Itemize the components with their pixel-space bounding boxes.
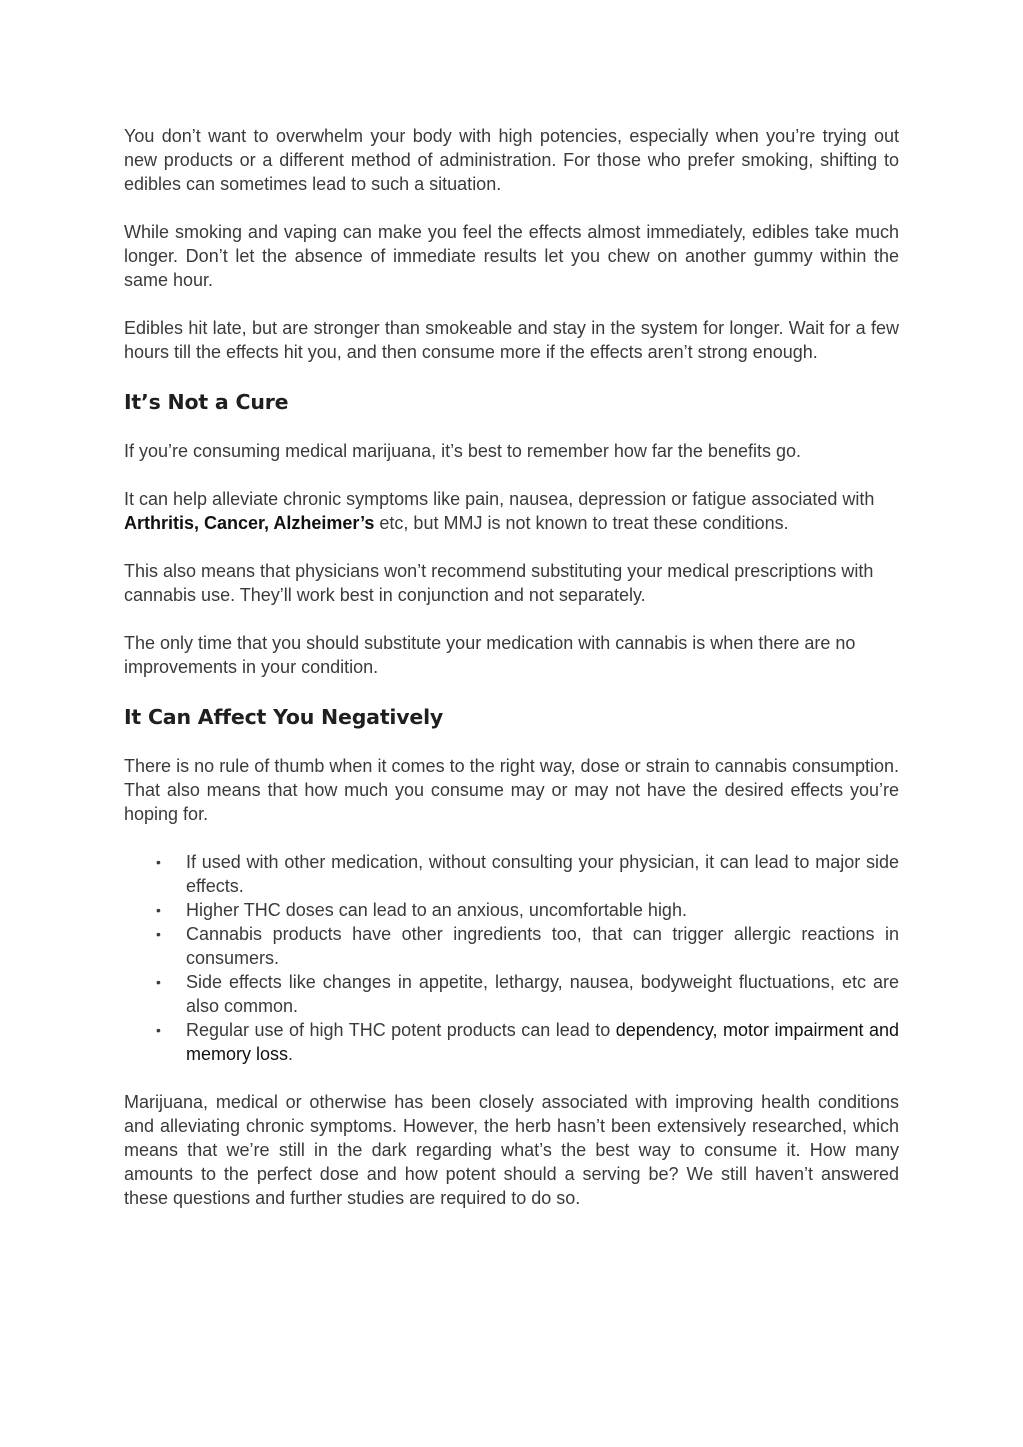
list-item-text: Regular use of high THC potent products can lead to (186, 1020, 616, 1040)
bullet-icon: • (156, 926, 161, 942)
list-item-text: Cannabis products have other ingredients too, that can trigger allergic reactions in consumers. (186, 924, 899, 968)
paragraph-chronic-symptoms (124, 487, 899, 535)
paragraph-text: It can help alleviate chronic symptoms like pain, nausea, depression or fatigue associated with (124, 489, 875, 509)
bullet-icon: • (156, 974, 161, 990)
paragraph-text: etc, but MMJ is not known to treat these conditions. (374, 513, 789, 533)
list-item (156, 850, 899, 898)
list-item (156, 970, 899, 1018)
list-item-text: Side effects like changes in appetite, lethargy, nausea, bodyweight fluctuations, etc are also common. (186, 972, 899, 1016)
conditions-bold-text: Arthritis, Cancer, Alzheimer’s (124, 513, 375, 533)
dependency-link-text[interactable]: dependency, motor impairment and memory loss (186, 1020, 899, 1064)
list-item (156, 1018, 899, 1066)
heading-not-a-cure: It’s Not a Cure (124, 390, 289, 414)
bullet-icon: • (156, 1022, 161, 1038)
heading-affect-negatively: It Can Affect You Negatively (124, 705, 444, 729)
bullet-icon: • (156, 902, 161, 918)
paragraph-medical-benefits: If you’re consuming medical marijuana, it’s best to remember how far the benefits go. (124, 441, 801, 461)
list-item (156, 898, 899, 922)
paragraph-physicians: This also means that physicians won’t recommend substituting your medical prescriptions with cannabis use. They’ll work best in conjunction and not separately. (124, 561, 874, 605)
list-item (156, 922, 899, 970)
bullet-icon: • (156, 854, 161, 870)
paragraph-edibles-timing: Edibles hit late, but are stronger than smokeable and stay in the system for longer. Wait for a few hours till the effects hit you, and then consume more if the effects aren’t strong enough. (124, 318, 899, 362)
document-page (124, 124, 899, 1234)
side-effects-list (124, 850, 899, 1066)
list-item-text: If used with other medication, without consulting your physician, it can lead to major side effects. (186, 852, 899, 896)
paragraph-smoking-vs-edibles: While smoking and vaping can make you feel the effects almost immediately, edibles take much longer. Don’t let the absence of immediate results let you chew on another gummy within the same hour. (124, 222, 899, 290)
paragraph-no-rule-of-thumb: There is no rule of thumb when it comes to the right way, dose or strain to cannabis consumption. That also means that how much you consume may or may not have the desired effects you’re hoping for. (124, 756, 899, 824)
paragraph-substitute: The only time that you should substitute your medication with cannabis is when there are no improvements in your condition. (124, 633, 856, 677)
paragraph-potency: You don’t want to overwhelm your body with high potencies, especially when you’re trying out new products or a different method of administration. For those who prefer smoking, shifting to edibles can sometimes lead to such a situation. (124, 126, 899, 194)
paragraph-closing: Marijuana, medical or otherwise has been closely associated with improving health conditions and alleviating chronic symptoms. However, the herb hasn’t been extensively researched, which means that we’re still in the dark regarding what’s the best way to consume it. How many amounts to the perfect dose and how potent should a serving be? We still haven’t answered these questions and further studies are required to do so. (124, 1092, 899, 1208)
list-item-text: . (288, 1044, 294, 1064)
list-item-text: Higher THC doses can lead to an anxious, uncomfortable high. (186, 900, 687, 920)
